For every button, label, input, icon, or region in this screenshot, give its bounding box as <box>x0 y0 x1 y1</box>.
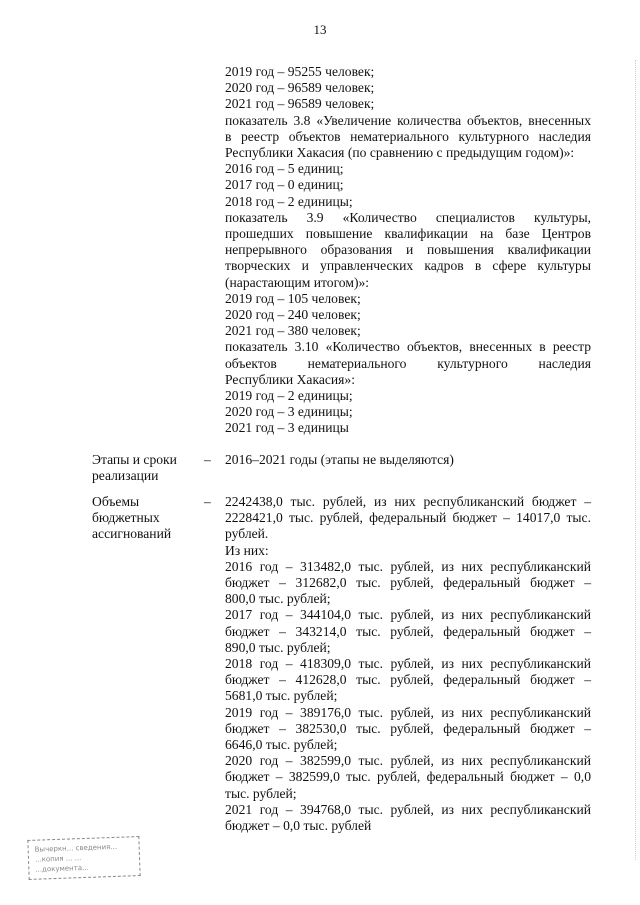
indicator-value: 2019 год – 2 единицы; <box>225 388 353 404</box>
budget-label-line: ассигнований <box>92 526 172 542</box>
stages-dash: – <box>204 452 211 467</box>
indicator-3-10-line: Республики Хакасия»: <box>225 371 356 387</box>
indicators-block <box>225 64 591 437</box>
budget-line: 2021 год – 394768,0 тыс. рублей, из них республиканский <box>225 801 591 817</box>
budget-dash: – <box>204 494 211 509</box>
budget-line: бюджет – 343214,0 тыс. рублей, федеральный бюджет – <box>225 623 591 639</box>
stages-label-line: Этапы и сроки <box>92 452 177 467</box>
budget-value <box>225 494 591 834</box>
stamp-line: ...документа... <box>35 863 89 874</box>
stages-label-line: реализации <box>92 468 159 484</box>
copy-stamp <box>27 836 140 880</box>
budget-label-line: бюджетных <box>92 510 160 526</box>
indicator-3-8-line: показатель 3.8 «Увеличение количества объектов, внесенных <box>225 112 591 128</box>
stages-value <box>225 452 591 468</box>
indicator-value: 2019 год – 105 человек; <box>225 290 361 306</box>
indicator-3-8-line: в реестр объектов нематериального культурного наследия <box>225 128 591 144</box>
page-number: 13 <box>313 22 327 37</box>
text-line: 2020 год – 96589 человек; <box>225 80 375 96</box>
indicator-3-9-line: (нарастающим итогом)»: <box>225 274 370 290</box>
budget-line: тыс. рублей; <box>225 785 297 801</box>
indicator-value: 2018 год – 2 единицы; <box>225 193 353 209</box>
text-line: 2019 год – 95255 человек; <box>225 64 375 79</box>
budget-line: 2228421,0 тыс. рублей, федеральный бюджет – 14017,0 тыс. <box>225 510 591 526</box>
indicator-3-9-line: прошедших повышение квалификации на базе Центров <box>225 226 591 242</box>
budget-line: бюджет – 382530,0 тыс. рублей, федеральный бюджет – <box>225 720 591 736</box>
budget-line: Из них: <box>225 542 269 558</box>
indicator-value: 2016 год – 5 единиц; <box>225 161 344 177</box>
stamp-line: ...копия ... ... <box>34 854 82 864</box>
indicator-3-9-line: показатель 3.9 «Количество специалистов культуры, <box>225 209 591 225</box>
budget-line: бюджет – 382599,0 тыс. рублей, федеральный бюджет – 0,0 <box>225 769 591 785</box>
budget-label <box>92 494 202 543</box>
indicator-3-8-line: Республики Хакасия (по сравнению с предыдущим годом)»: <box>225 145 575 161</box>
budget-line: 2242438,0 тыс. рублей, из них республиканский бюджет – <box>225 494 591 509</box>
budget-line: бюджет – 0,0 тыс. рублей <box>225 818 372 834</box>
budget-line: 6646,0 тыс. рублей; <box>225 737 338 753</box>
stages-label <box>92 452 202 484</box>
budget-label-line: Объемы <box>92 494 140 509</box>
text-line: 2021 год – 96589 человек; <box>225 96 375 112</box>
budget-line: 2017 год – 344104,0 тыс. рублей, из них республиканский <box>225 607 591 623</box>
budget-line: 2018 год – 418309,0 тыс. рублей, из них республиканский <box>225 656 591 672</box>
indicator-value: 2021 год – 3 единицы <box>225 420 349 436</box>
indicator-value: 2017 год – 0 единиц; <box>225 177 344 193</box>
stages-value-line: 2016–2021 годы (этапы не выделяются) <box>225 452 454 467</box>
stamp-line: Вычеркн... сведения... <box>34 842 118 854</box>
budget-line: 800,0 тыс. рублей; <box>225 591 331 607</box>
indicator-3-10-line: объектов нематериального культурного наследия <box>225 355 591 371</box>
indicator-3-9-line: творческих и управленческих кадров в сфере культуры <box>225 258 591 274</box>
budget-line: бюджет – 412628,0 тыс. рублей, федеральный бюджет – <box>225 672 591 688</box>
indicator-3-10-line: показатель 3.10 «Количество объектов, внесенных в реестр <box>225 339 591 355</box>
budget-line: рублей. <box>225 526 269 542</box>
budget-line: 2016 год – 313482,0 тыс. рублей, из них республиканский <box>225 558 591 574</box>
scan-edge-marks <box>633 60 636 860</box>
indicator-3-9-line: непрерывного образования и повышения квалификации <box>225 242 591 258</box>
indicator-value: 2020 год – 3 единицы; <box>225 404 353 420</box>
indicator-value: 2021 год – 380 человек; <box>225 323 361 339</box>
budget-line: бюджет – 312682,0 тыс. рублей, федеральный бюджет – <box>225 575 591 591</box>
budget-line: 5681,0 тыс. рублей; <box>225 688 338 704</box>
indicator-value: 2020 год – 240 человек; <box>225 307 361 323</box>
budget-line: 2020 год – 382599,0 тыс. рублей, из них республиканский <box>225 753 591 769</box>
budget-line: 2019 год – 389176,0 тыс. рублей, из них республиканский <box>225 704 591 720</box>
budget-line: 890,0 тыс. рублей; <box>225 639 331 655</box>
